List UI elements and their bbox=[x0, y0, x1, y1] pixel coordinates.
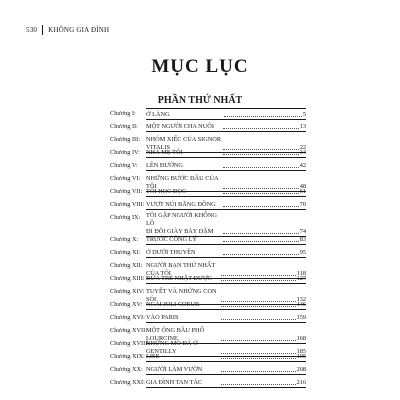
chapter-label: Chương II: bbox=[110, 123, 138, 130]
chapter-page-number: 5 bbox=[302, 111, 306, 118]
chapter-title: LÊN ĐƯỜNG bbox=[146, 162, 183, 169]
toc-entry bbox=[110, 173, 307, 190]
toc-entry bbox=[110, 299, 306, 312]
toc-entry bbox=[110, 364, 306, 377]
chapter-label: Chương XIV: bbox=[110, 288, 145, 295]
chapter-title: VƯỢT NÚI BĂNG ĐỒNG bbox=[146, 201, 216, 208]
chapter-title: GIA ĐÌNH TAN TÁC bbox=[146, 379, 203, 386]
chapter-page-number: 185 bbox=[296, 348, 307, 355]
chapter-page-number: 146 bbox=[296, 301, 307, 308]
toc-entry bbox=[110, 234, 306, 247]
chapter-title: NHỮNG BƯỚC ĐẦU CỦA TÔI bbox=[146, 175, 219, 190]
chapter-label: Chương XXI: bbox=[110, 379, 145, 386]
toc-entry bbox=[110, 199, 306, 212]
chapter-line bbox=[146, 364, 306, 375]
book-title: KHÔNG GIA ĐÌNH bbox=[48, 26, 110, 34]
dot-leader bbox=[221, 358, 295, 359]
header-separator bbox=[42, 25, 43, 35]
dot-leader bbox=[221, 280, 295, 281]
chapter-label: Chương V: bbox=[110, 162, 138, 169]
chapter-title: NHỮNG MỎ ĐÁ Ở GENTILLY bbox=[146, 340, 198, 355]
running-header bbox=[26, 25, 109, 35]
chapter-label: Chương XX: bbox=[110, 366, 143, 373]
chapter-page-number: 70 bbox=[299, 201, 307, 208]
chapter-line bbox=[146, 147, 306, 158]
chapter-title: MỘT ÔNG BẦU PHỐ LOURCINE bbox=[146, 327, 205, 342]
chapter-title: TUYẾT VÀ NHỮNG CON SÓI bbox=[146, 288, 217, 303]
chapter-label: Chương I: bbox=[110, 110, 136, 117]
chapter-label: Chương XVI: bbox=[110, 314, 145, 321]
chapter-label: Chương XVII: bbox=[110, 327, 148, 334]
toc-entry bbox=[110, 260, 306, 277]
dot-leader bbox=[224, 116, 301, 117]
chapter-page-number: 48 bbox=[299, 183, 307, 190]
chapter-page-number: 42 bbox=[299, 162, 307, 169]
chapter-label: Chương XVIII: bbox=[110, 340, 150, 347]
page-title: MỤC LỤC bbox=[151, 56, 249, 77]
chapter-page-number: 208 bbox=[296, 366, 307, 373]
toc-entry bbox=[110, 325, 307, 342]
toc-entry bbox=[110, 338, 307, 355]
chapter-page-number: 34 bbox=[299, 149, 307, 156]
chapter-title: ĐỨA TRẺ NHẶT ĐƯỢC bbox=[146, 275, 212, 282]
chapter-line bbox=[146, 160, 306, 171]
chapter-title: MỘT NGƯỜI CHA NUÔI bbox=[146, 123, 214, 130]
toc-entry bbox=[110, 247, 306, 260]
chapter-title: Ở DƯỚI THUYỀN bbox=[146, 249, 196, 256]
chapter-line bbox=[146, 273, 306, 284]
chapter-label: Chương IV: bbox=[110, 149, 140, 156]
dot-leader bbox=[223, 128, 299, 129]
dot-leader bbox=[223, 154, 299, 155]
toc-entry bbox=[110, 312, 306, 325]
chapter-line bbox=[146, 247, 306, 258]
chapter-line bbox=[146, 351, 306, 362]
chapter-title: VÀO PARIS bbox=[146, 314, 179, 321]
chapter-page-number: 195 bbox=[296, 353, 307, 360]
chapter-page-number: 61 bbox=[299, 188, 307, 195]
toc-entry bbox=[110, 351, 306, 364]
chapter-title: Ở LÀNG bbox=[146, 111, 170, 118]
chapter-line bbox=[146, 234, 306, 245]
chapter-label: Chương XIII: bbox=[110, 275, 145, 282]
toc-entry bbox=[110, 134, 307, 151]
chapter-line bbox=[146, 121, 306, 132]
chapter-line bbox=[146, 199, 306, 210]
chapter-page-number: 132 bbox=[296, 296, 307, 303]
chapter-page-number: 13 bbox=[299, 123, 307, 130]
dot-leader bbox=[221, 384, 295, 385]
chapter-page-number: 159 bbox=[296, 314, 307, 321]
toc-entry bbox=[110, 212, 306, 234]
chapter-label: Chương IX: bbox=[110, 214, 141, 221]
part-title: PHẦN THỨ NHẤT bbox=[157, 95, 243, 106]
chapter-title: TÔI GẶP NGƯỜI KHỔNG LỒ ĐI ĐÔI GIÀY BẢY DẶM bbox=[146, 212, 217, 235]
chapter-title: NGƯỜI LÀM VƯỜN bbox=[146, 366, 203, 373]
toc-entry bbox=[110, 160, 306, 173]
toc-entry bbox=[110, 108, 306, 121]
chapter-title: NHÓM XIẾC CỦA SIGNOR VITALIS bbox=[146, 136, 222, 151]
chapter-page-number: 22 bbox=[299, 144, 307, 151]
chapter-label: Chương VI: bbox=[110, 175, 141, 182]
chapter-title: TRƯỚC CÔNG LÝ bbox=[146, 236, 198, 243]
chapter-line bbox=[146, 377, 306, 388]
chapter-title: LISE bbox=[146, 353, 160, 360]
toc-entry bbox=[110, 286, 307, 303]
chapter-line bbox=[146, 312, 306, 323]
chapter-title: TÔI HỌC ĐỌC bbox=[146, 188, 187, 195]
dot-leader bbox=[223, 241, 299, 242]
chapter-label: Chương X: bbox=[110, 236, 139, 243]
toc-entry bbox=[110, 377, 306, 390]
chapter-label: Chương XI: bbox=[110, 249, 141, 256]
chapter-line bbox=[146, 108, 306, 120]
chapter-page-number: 118 bbox=[296, 270, 306, 277]
chapter-title: NHÀ MẸ TÔI bbox=[146, 149, 183, 156]
chapter-line bbox=[146, 186, 306, 197]
chapter-line bbox=[146, 299, 306, 310]
chapter-title: NGƯỜI BẠN THỨ NHẤT CỦA TÔI bbox=[146, 262, 216, 277]
chapter-label: Chương VIII: bbox=[110, 201, 145, 208]
chapter-page-number: 95 bbox=[299, 249, 307, 256]
dot-leader bbox=[223, 254, 299, 255]
dot-leader bbox=[221, 306, 295, 307]
chapter-label: Chương XII: bbox=[110, 262, 143, 269]
chapter-page-number: 168 bbox=[296, 335, 307, 342]
chapter-label: Chương XIX: bbox=[110, 353, 145, 360]
dot-leader bbox=[221, 371, 295, 372]
dot-leader bbox=[223, 167, 299, 168]
table-of-contents bbox=[110, 108, 306, 390]
chapter-page-number: 83 bbox=[299, 236, 307, 243]
page-number: 530 bbox=[26, 26, 38, 34]
chapter-page-number: 74 bbox=[299, 228, 307, 235]
toc-entry bbox=[110, 186, 306, 199]
toc-entry bbox=[110, 121, 306, 134]
toc-entry bbox=[110, 147, 306, 160]
chapter-title: NGÀI JOLI COEUR bbox=[146, 301, 200, 308]
chapter-page-number: 216 bbox=[296, 379, 307, 386]
dot-leader bbox=[223, 193, 299, 194]
chapter-label: Chương III: bbox=[110, 136, 141, 143]
dot-leader bbox=[223, 206, 299, 207]
chapter-page-number: 127 bbox=[296, 275, 307, 282]
dot-leader bbox=[221, 319, 295, 320]
toc-entry bbox=[110, 273, 306, 286]
chapter-label: Chương XV: bbox=[110, 301, 143, 308]
chapter-label: Chương VII: bbox=[110, 188, 143, 195]
